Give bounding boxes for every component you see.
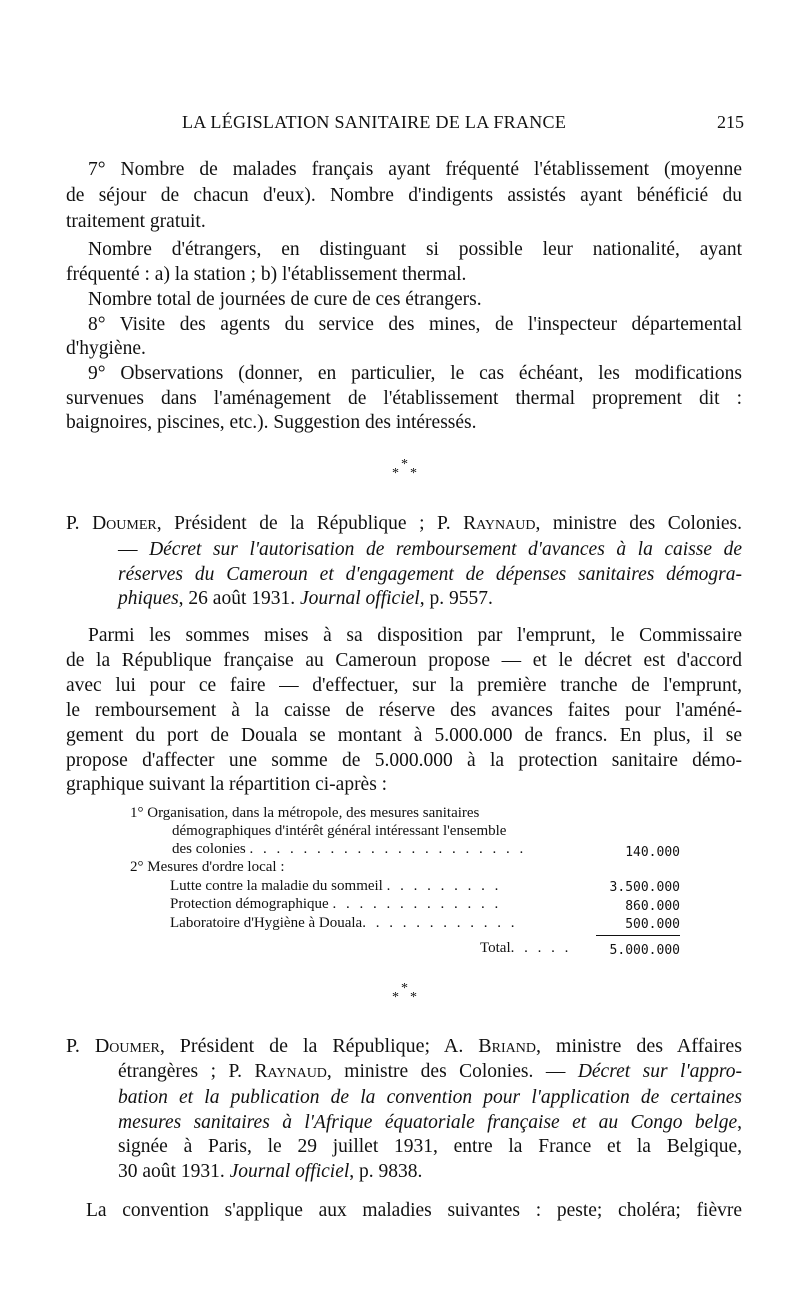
text-line: 9° Observations (donner, en particulier, le cas échéant, les modifications xyxy=(88,363,742,384)
text-line: baignoires, piscines, etc.). Suggestion des intéressés. xyxy=(66,412,477,433)
table-row-label: démographiques d'intérêt général intéressant l'ensemble xyxy=(172,823,507,839)
decree-date: , 26 août 1931. xyxy=(178,588,300,609)
table-row-label xyxy=(170,877,501,895)
table-total-label-text: Total xyxy=(480,940,511,956)
text-line: La convention s'applique aux maladies suivantes : peste; choléra; fièvre xyxy=(86,1200,742,1221)
text-span: P. xyxy=(66,1035,95,1057)
decree-title: Décret sur l'appro- xyxy=(577,1061,742,1082)
decree-citation-line xyxy=(118,1159,742,1185)
text-line: 8° Visite des agents du service des mines, de l'inspecteur départemental xyxy=(88,314,742,335)
journal-page: , p. 9838. xyxy=(349,1161,423,1182)
decree-title-line xyxy=(118,537,742,563)
text-span: étrangères ; P. xyxy=(118,1061,255,1082)
decree-title-line xyxy=(118,562,742,588)
table-cell-value: 3.500.000 xyxy=(609,880,680,895)
decree-heading-line xyxy=(118,1059,742,1085)
table-row-label: 1° Organisation, dans la métropole, des mesures sanitaires xyxy=(130,805,480,821)
table-row-label xyxy=(170,895,501,913)
journal-page: , p. 9557. xyxy=(419,588,493,609)
journal-name: Journal officiel xyxy=(229,1161,350,1182)
text-span: , ministre des Colonies. xyxy=(535,513,742,534)
leader-dots: . . . . . . . . . . . . . xyxy=(332,896,502,912)
leader-dots: . . . . . . . . . . . . xyxy=(362,915,518,931)
text-line: avec lui pour ce faire — d'effectuer, sur la première tranche de l'emprunt, xyxy=(66,675,742,696)
text-line: de la République française au Cameroun propose — et le décret est d'accord xyxy=(66,650,742,671)
page-number: 215 xyxy=(717,112,744,132)
text-line: 7° Nombre de malades français ayant fréquenté l'établissement (moyenne xyxy=(88,159,742,180)
text-line: traitement gratuit. xyxy=(66,211,206,232)
journal-name: Journal officiel xyxy=(300,588,420,609)
text-line: Nombre total de journées de cure de ces étrangers. xyxy=(88,289,482,310)
person-name: Doumer xyxy=(94,1035,160,1057)
text-line: Nombre d'étrangers, en distinguant si possible leur nationalité, ayant xyxy=(88,239,742,260)
decree-title-line: mesures sanitaires à l'Afrique équatoriale française et au Congo belge, xyxy=(118,1112,742,1133)
total-rule xyxy=(596,935,680,936)
text-line: gement du port de Douala se montant à 5.000.000 de francs. En plus, il se xyxy=(66,725,742,746)
asterism-separator: * * * xyxy=(392,457,417,481)
decree-title: phiques xyxy=(118,588,179,609)
table-row-label-text: des colonies xyxy=(172,841,246,857)
text-line: signée à Paris, le 29 juillet 1931, entre la France et la Belgique, xyxy=(118,1136,742,1157)
text-span: — xyxy=(118,539,150,560)
running-head xyxy=(66,112,744,142)
table-total-label xyxy=(480,939,571,957)
decree-heading-line xyxy=(66,511,742,537)
text-span: , ministre des Affaires xyxy=(535,1035,742,1057)
person-name: Raynaud xyxy=(463,513,536,534)
text-line: d'hygiène. xyxy=(66,338,146,359)
running-title: LA LÉGISLATION SANITAIRE DE LA FRANCE xyxy=(182,112,567,132)
table-cell-value: 140.000 xyxy=(625,845,680,860)
table-row-label xyxy=(172,840,526,858)
text-line: graphique suivant la répartition ci-après : xyxy=(66,774,388,795)
leader-dots: . . . . . . . . . xyxy=(386,878,502,894)
text-span: , Président de la République; A. xyxy=(159,1035,479,1057)
decree-title-line xyxy=(118,1085,742,1111)
table-row-label: 2° Mesures d'ordre local : xyxy=(130,859,285,875)
person-name: Briand xyxy=(478,1035,536,1057)
decree-title: Décret sur l'autorisation de remboursement d'avances à la caisse de xyxy=(149,539,743,560)
decree-heading-line xyxy=(66,1033,742,1059)
text-line: fréquenté : a) la station ; b) l'établissement thermal. xyxy=(66,264,467,285)
text-span: , ministre des Colonies. — xyxy=(326,1061,578,1082)
decree-title: mesures sanitaires à l'Afrique équatoriale française et au Congo belge xyxy=(118,1112,738,1133)
text-line: le remboursement à la caisse de réserve des avances faites pour l'améné- xyxy=(66,700,742,721)
text-line: Parmi les sommes mises à sa disposition par l'emprunt, le Commissaire xyxy=(88,625,742,646)
table-cell-value: 500.000 xyxy=(625,917,680,932)
decree-title: réserves du Cameroun et d'engagement de dépenses sanitaires démogra- xyxy=(118,564,742,585)
table-row-label-text: Protection démographique xyxy=(170,896,329,912)
person-name: Doumer xyxy=(92,513,157,534)
budget-table xyxy=(130,804,680,964)
text-span: , Président de la République ; P. xyxy=(156,513,464,534)
text-line: survenues dans l'aménagement de l'établissement thermal proprement dit : xyxy=(66,388,742,409)
text-span: P. xyxy=(66,513,93,534)
decree-date: 30 août 1931. xyxy=(118,1161,230,1182)
leader-dots: . . . . . xyxy=(510,940,572,956)
text-line: propose d'affecter une somme de 5.000.000 à la protection sanitaire démo- xyxy=(66,750,742,771)
decree-citation-line xyxy=(118,586,742,612)
table-total-value: 5.000.000 xyxy=(609,943,680,958)
asterism-separator: * * * xyxy=(392,981,417,1005)
table-row-label xyxy=(170,914,517,932)
table-row-label-text: Laboratoire d'Hygiène à Douala xyxy=(170,915,363,931)
leader-dots: . . . . . . . . . . . . . . . . . . . . . xyxy=(249,841,527,857)
decree-title: bation et la publication de la convention pour l'application de certaines xyxy=(118,1087,742,1108)
person-name: Raynaud xyxy=(254,1061,327,1082)
text-line: de séjour de chacun d'eux). Nombre d'indigents assistés ayant bénéficié du xyxy=(66,185,742,206)
table-row-label-text: Lutte contre la maladie du sommeil xyxy=(170,878,383,894)
table-cell-value: 860.000 xyxy=(625,899,680,914)
